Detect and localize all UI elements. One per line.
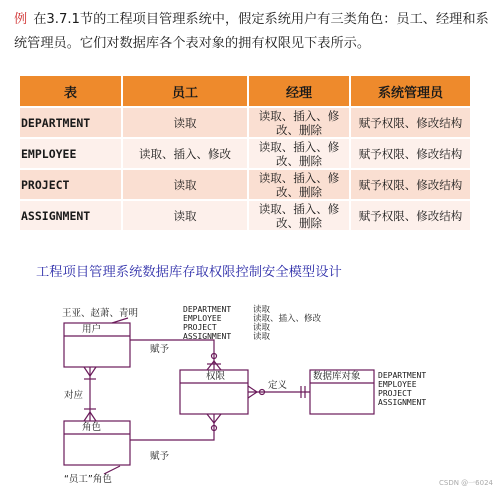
users-names: 王亚、赵萧、青明 (62, 308, 139, 319)
cell-table-name: PROJECT (20, 170, 121, 199)
header-admin: 系统管理员 (351, 76, 470, 106)
cell-admin: 赋予权限、修改结构 (351, 170, 470, 199)
perm-table-name: PROJECT (183, 323, 217, 332)
cell-employee: 读取 (123, 108, 247, 137)
db-table-name: DEPARTMENT (378, 371, 427, 380)
grant-label-bottom: 赋予 (150, 451, 170, 462)
cell-admin: 赋予权限、修改结构 (351, 201, 470, 230)
cell-manager: 读取、插入、修改、删除 (249, 139, 349, 168)
user-permission-link (130, 340, 214, 370)
cell-manager: 读取、插入、修改、删除 (249, 170, 349, 199)
db-table-name: EMPLOYEE (378, 380, 417, 389)
permission-table-names (183, 305, 231, 341)
db-table-name: PROJECT (378, 389, 412, 398)
cell-table-name: ASSIGNMENT (20, 201, 121, 230)
perm-right: 读取 (253, 323, 271, 333)
perm-right: 读取、插入、修改 (253, 314, 322, 324)
diagram-title: 工程项目管理系统数据库存取权限控制安全模型设计 (36, 265, 342, 280)
corresponds-label: 对应 (64, 390, 84, 401)
permission-entity-label: 权限 (206, 371, 226, 382)
role-entity-label: 角色 (82, 422, 102, 433)
role-example-label: “员工”角色 (64, 474, 112, 485)
perm-right: 读取 (253, 332, 271, 342)
perm-table-name: DEPARTMENT (183, 305, 232, 314)
watermark: CSDN @一6024 (439, 479, 493, 487)
db-object-table-names (378, 371, 426, 407)
cell-admin: 赋予权限、修改结构 (351, 139, 470, 168)
cell-table-name: EMPLOYEE (20, 139, 121, 168)
perm-right: 读取 (253, 305, 271, 315)
defines-label: 定义 (268, 380, 288, 391)
perm-table-name: EMPLOYEE (183, 314, 222, 323)
role-permission-link (130, 414, 214, 440)
cell-employee: 读取、插入、修改 (123, 139, 247, 168)
cell-manager: 读取、插入、修改、删除 (249, 108, 349, 137)
db-table-name: ASSIGNMENT (378, 398, 427, 407)
header-employee: 员工 (123, 76, 247, 106)
cell-table-name: DEPARTMENT (20, 108, 121, 137)
cell-employee: 读取 (123, 201, 247, 230)
header-manager: 经理 (249, 76, 349, 106)
cell-employee: 读取 (123, 170, 247, 199)
db-object-entity-label: 数据库对象 (313, 371, 361, 382)
intro-text: 在3.7.1节的工程项目管理系统中，假定系统用户有三类角色：员工、经理和系统管理员。它们对数据库各个表对象的拥有权限见下表所示。 (14, 12, 489, 51)
grant-label-top: 赋予 (150, 344, 170, 355)
cell-manager: 读取、插入、修改、删除 (249, 201, 349, 230)
permission-rights (253, 304, 322, 342)
header-table: 表 (20, 76, 121, 106)
cell-admin: 赋予权限、修改结构 (351, 108, 470, 137)
example-marker: 例 (14, 12, 28, 27)
perm-table-name: ASSIGNMENT (183, 332, 232, 341)
user-entity-label: 用户 (82, 324, 102, 335)
